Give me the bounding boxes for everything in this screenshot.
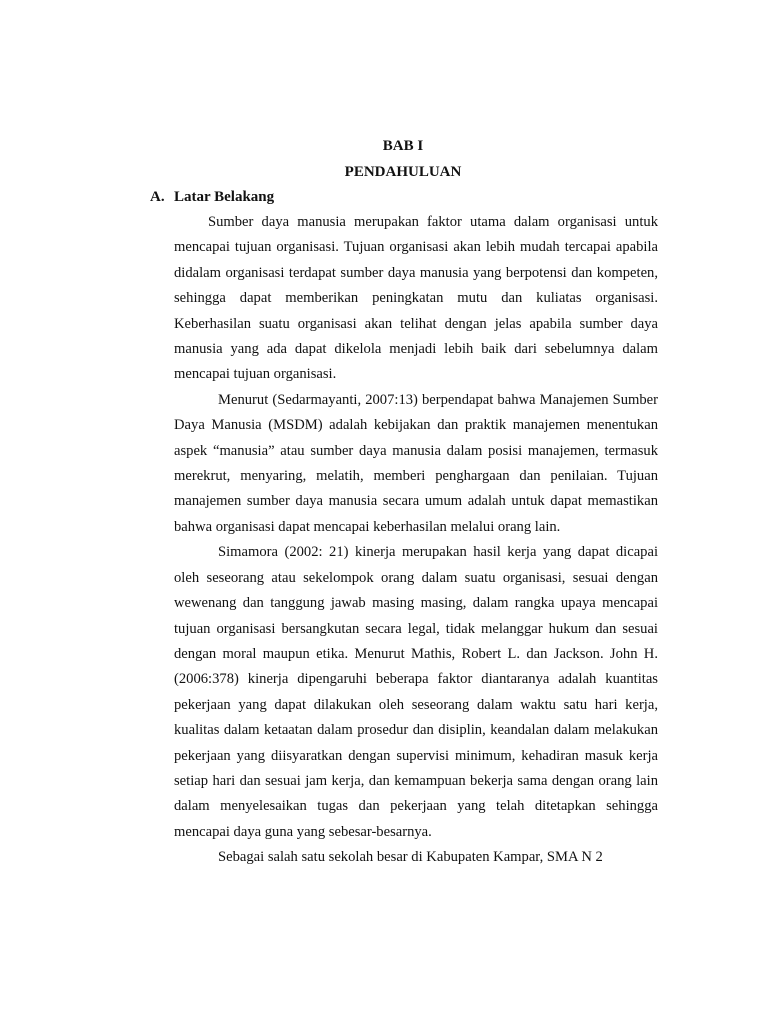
paragraph: Simamora (2002: 21) kinerja merupakan hasil kerja yang dapat dicapai oleh seseorang atau sekelompok orang dalam suatu organisasi, sesuai dengan wewenang dan tanggung jawab masing masing, dalam rangka upaya mencapai tujuan organisasi bersangkutan secara legal, tidak melanggar hukum dan sesuai dengan moral maupun etika. Menurut Mathis, Robert L. dan Jackson. John H. (2006:378) kinerja dipengaruhi beberapa faktor diantaranya adalah kuantitas pekerjaan yang dapat dilakukan oleh seseorang dalam waktu satu hari kerja, kualitas dalam ketaatan dalam prosedur dan disiplin, keandalan dalam melakukan pekerjaan yang diisyaratkan dengan supervisi minimum, kehadiran masuk kerja setiap hari dan sesuai jam kerja, dan kemampuan bekerja sama dengan orang lain dalam menyelesaikan tugas dan pekerjaan yang telah ditetapkan sehingga mencapai daya guna yang sebesar-besarnya. — [174, 544, 658, 840]
paragraph: Sebagai salah satu sekolah besar di Kabupaten Kampar, SMA N 2 — [218, 849, 603, 866]
chapter-number: BAB I — [382, 138, 424, 154]
section-letter: A. — [150, 189, 165, 205]
section-title: Latar Belakang — [174, 189, 275, 205]
paragraph: Sumber daya manusia merupakan faktor utama dalam organisasi untuk mencapai tujuan organisasi. Tujuan organisasi akan lebih mudah tercapai apabila didalam organisasi terdapat sumber daya manusia yang berpotensi dan kompeten, sehingga dapat memberikan peningkatan mutu dan kuliatas organisasi. Keberhasilan suatu organisasi akan telihat dengan jelas apabila sumber daya manusia yang ada dapat dikelola menjadi lebih baik dari sebelumnya dalam mencapai tujuan organisasi. — [174, 214, 658, 383]
section-heading — [150, 187, 274, 207]
body-text — [174, 210, 658, 871]
chapter-title: PENDAHULUAN — [344, 164, 462, 180]
paragraph: Menurut (Sedarmayanti, 2007:13) berpendapat bahwa Manajemen Sumber Daya Manusia (MSDM) adalah kebijakan dan praktik manajemen menentukan aspek “manusia” atau sumber daya manusia dalam posisi manajemen, termasuk merekrut, menyaring, melatih, memberi penghargaan dan penilaian. Tujuan manajemen sumber daya manusia secara umum adalah untuk dapat memastikan bahwa organisasi dapat mencapai keberhasilan melalui orang lain. — [174, 391, 658, 535]
